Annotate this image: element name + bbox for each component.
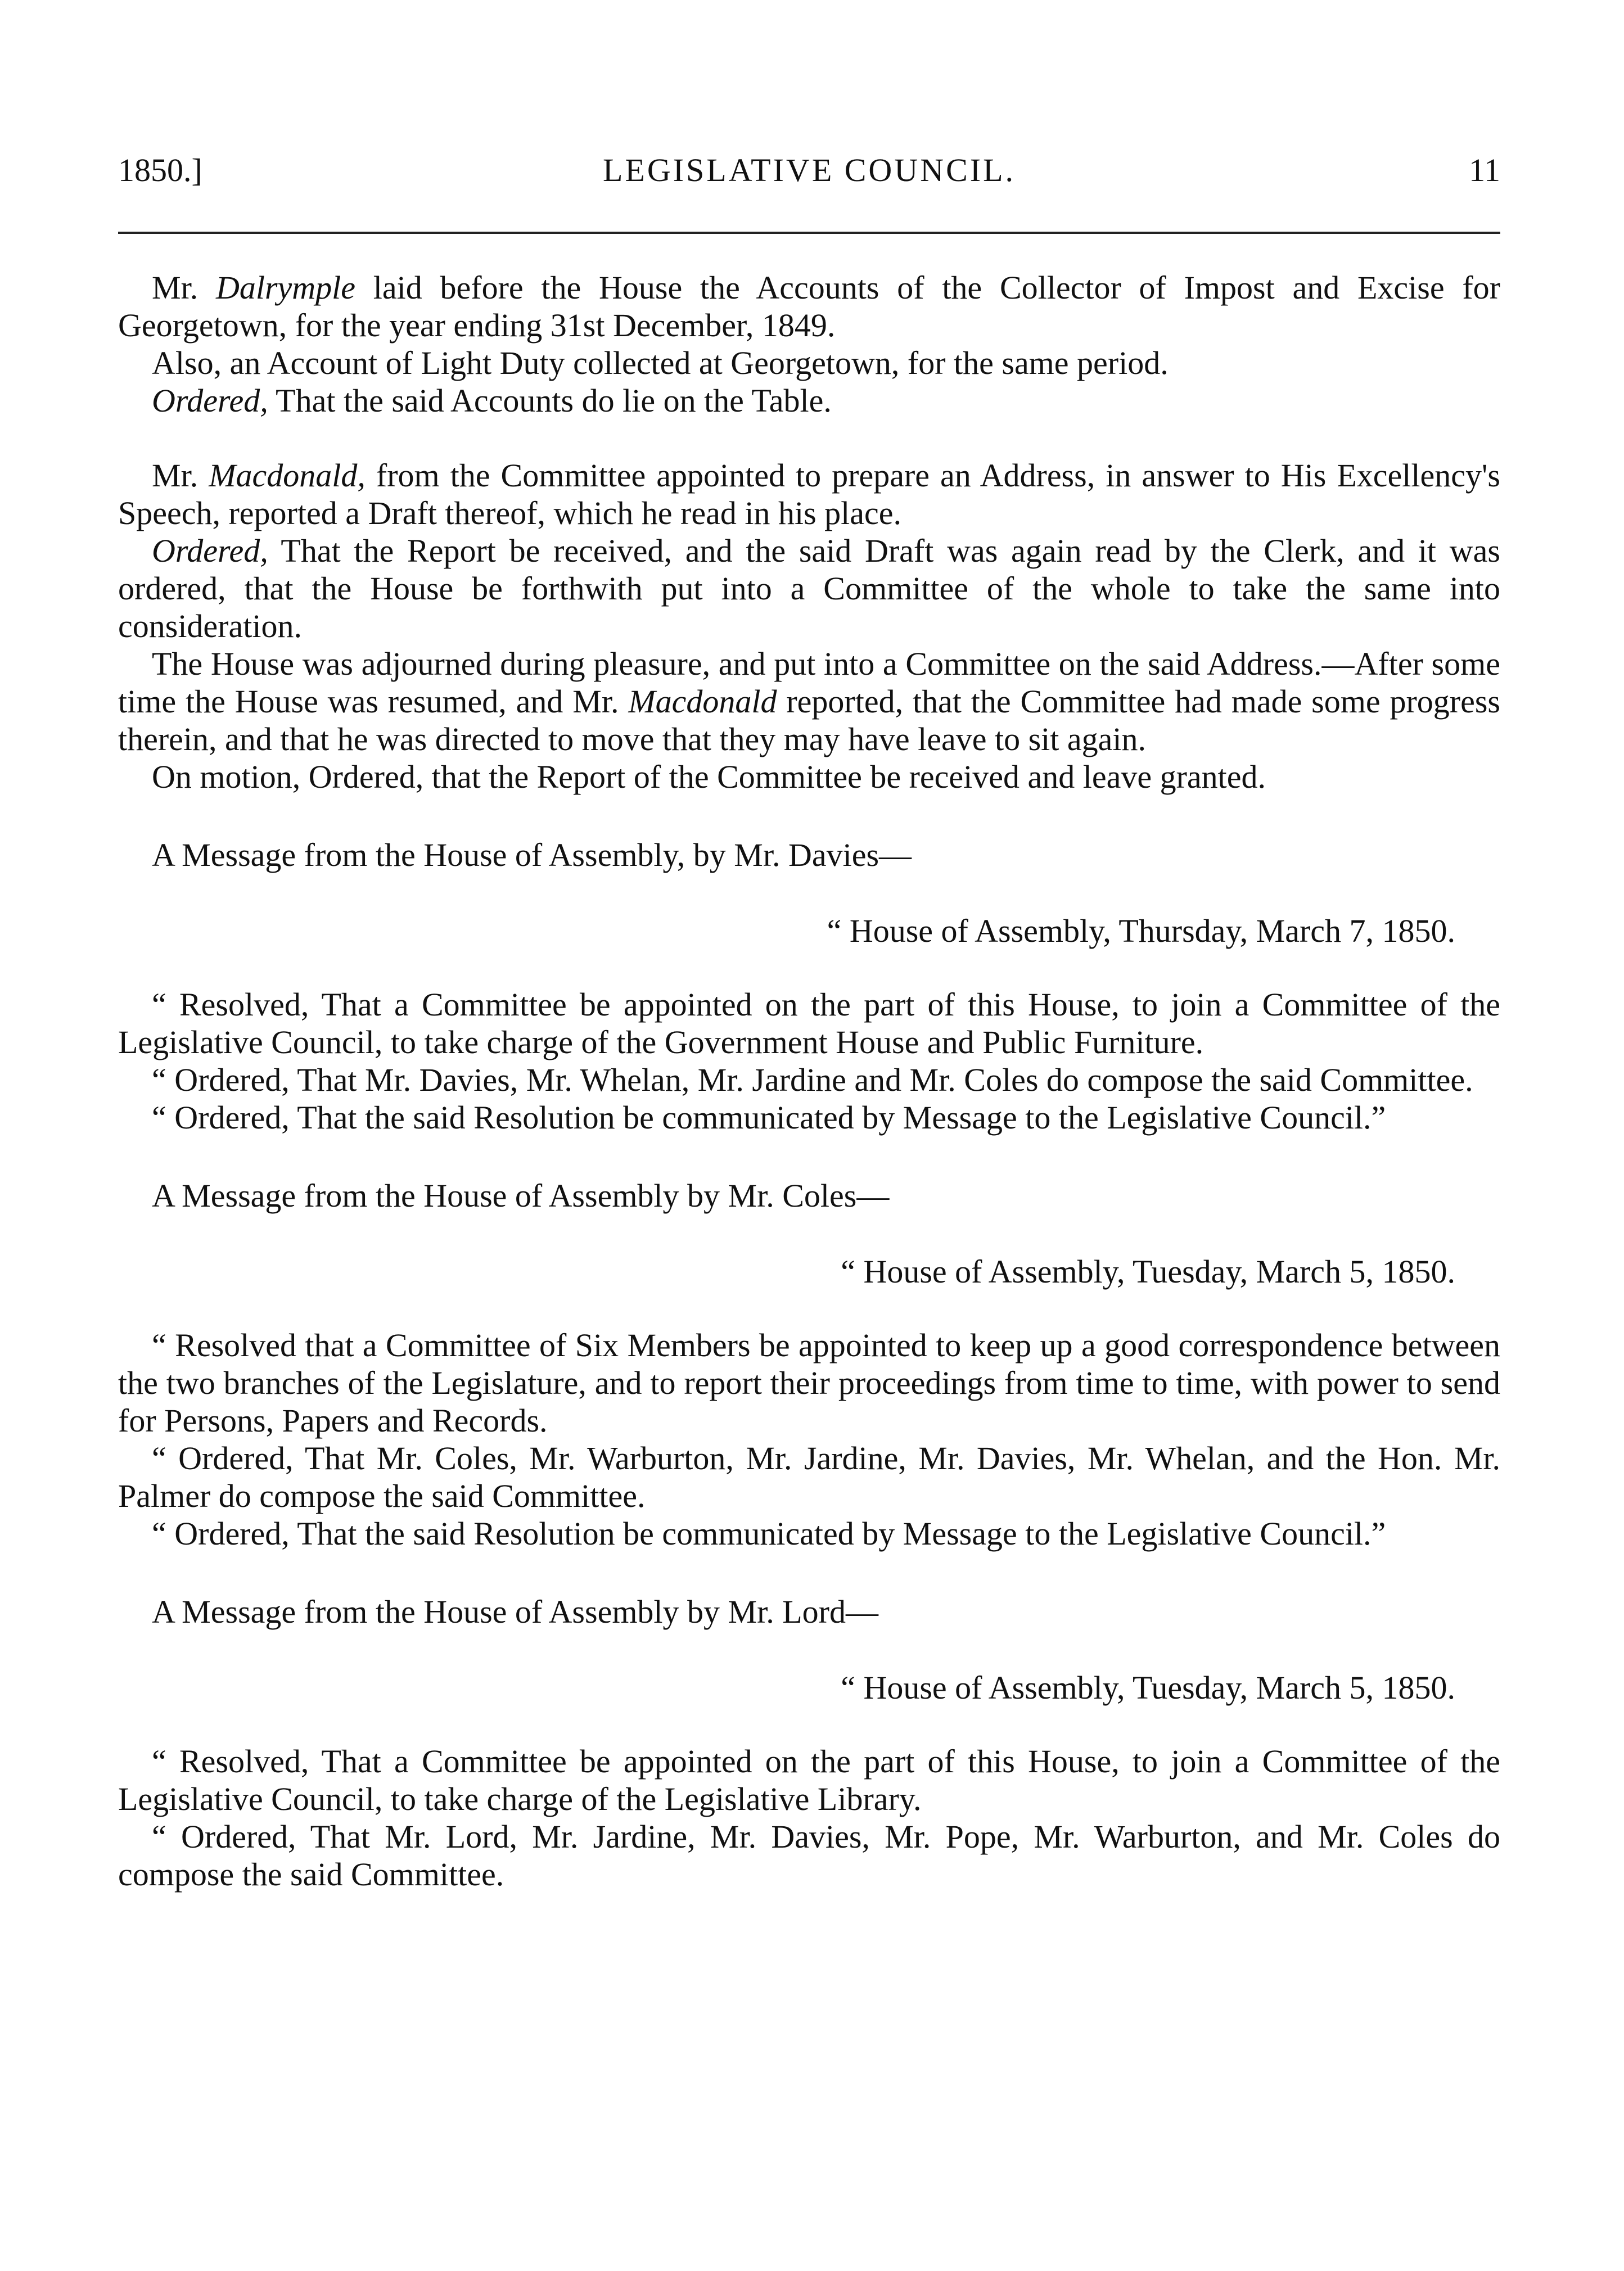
paragraph-text: laid before the House the Accounts of the Collector of Impost and Excise for Georgetown, for the year ending 31st December, 1849.: [118, 269, 1500, 344]
body-text: [118, 269, 1500, 1893]
order-communicate-council: “ Ordered, That the said Resolution be communicated by Message to the Legislative Council.”: [152, 1515, 1386, 1552]
paragraph-text: from the Committee appointed to prepare an Address, in answer to His Excellency's Speech, reported a Draft thereof, which he read in his place.: [118, 457, 1501, 531]
paragraph-ordered-report: [118, 532, 1500, 645]
header-year: 1850.]: [118, 152, 202, 188]
paragraph-text: That the said Accounts do lie on the Table.: [268, 382, 832, 419]
paragraph-light-duty: Also, an Account of Light Duty collected at Georgetown, for the same period.: [152, 345, 1169, 381]
member-name-macdonald: Macdonald,: [209, 457, 366, 494]
resolution-legislative-library: “ Resolved, That a Committee be appointed on the part of this House, to join a Committee of the Legislative Council, to take charge of the Legislative Library.: [118, 1743, 1500, 1817]
paragraph-text: The House was adjourned during pleasure, and put into a Committee on the said Address.—After some time the House was resumed, and Mr.: [118, 645, 1500, 720]
paragraph-ordered-table: [118, 382, 1500, 419]
ordered-label: Ordered,: [152, 382, 268, 419]
honorific: Mr.: [152, 457, 209, 494]
paragraph-committee-progress: [118, 645, 1500, 758]
order-communicate-council: “ Ordered, That the said Resolution be communicated by Message to the Legislative Council.”: [152, 1099, 1386, 1136]
resolution-correspondence: “ Resolved that a Committee of Six Members be appointed to keep up a good correspondence between the two branches of the Legislature, and to report their proceedings from time to time, with power to send for Persons, Papers and Records.: [118, 1327, 1500, 1439]
paragraph-macdonald-address: [118, 457, 1500, 532]
message-intro-coles: A Message from the House of Assembly by Mr. Coles—: [152, 1177, 890, 1214]
message-heading-march-7: “ House of Assembly, Thursday, March 7, 1850.: [827, 913, 1455, 949]
paragraph-on-motion: On motion, Ordered, that the Report of the Committee be received and leave granted.: [152, 758, 1266, 795]
header-title: LEGISLATIVE COUNCIL.: [602, 152, 1016, 188]
ordered-label: Ordered,: [152, 532, 268, 569]
paragraph-text: That the Report be received, and the said Draft was again read by the Clerk, and it was ordered, that the House be forthwith put into a Committee of the whole to take the same into consideration.: [118, 532, 1500, 644]
order-committee-members: “ Ordered, That Mr. Lord, Mr. Jardine, Mr. Davies, Mr. Pope, Mr. Warburton, and Mr. Coles do compose the said Committee.: [118, 1818, 1500, 1893]
member-name-macdonald: Macdonald: [628, 683, 777, 720]
running-header: [118, 145, 1500, 196]
page-number: 11: [1469, 152, 1500, 188]
paragraph-dalrymple-accounts: [118, 269, 1500, 344]
order-committee-members: “ Ordered, That Mr. Coles, Mr. Warburton, Mr. Jardine, Mr. Davies, Mr. Whelan, and the Hon. Mr. Palmer do compose the said Committee.: [118, 1440, 1500, 1514]
resolution-government-house: “ Resolved, That a Committee be appointed on the part of this House, to join a Committee of the Legislative Council, to take charge of the Government House and Public Furniture.: [118, 986, 1500, 1060]
message-heading-march-5: “ House of Assembly, Tuesday, March 5, 1850.: [841, 1253, 1455, 1290]
honorific: Mr.: [152, 269, 216, 306]
header-rule: [118, 232, 1500, 234]
member-name-dalrymple: Dalrymple: [215, 269, 356, 306]
message-intro-lord: A Message from the House of Assembly by Mr. Lord—: [152, 1593, 878, 1630]
message-heading-march-5-lord: “ House of Assembly, Tuesday, March 5, 1850.: [841, 1669, 1455, 1706]
paragraph-text: reported, that the Committee had made some progress therein, and that he was directed to move that they may have leave to sit again.: [118, 683, 1500, 757]
order-committee-members: “ Ordered, That Mr. Davies, Mr. Whelan, Mr. Jardine and Mr. Coles do compose the said Committee.: [152, 1062, 1473, 1098]
message-intro-davies: A Message from the House of Assembly, by Mr. Davies—: [152, 837, 912, 873]
